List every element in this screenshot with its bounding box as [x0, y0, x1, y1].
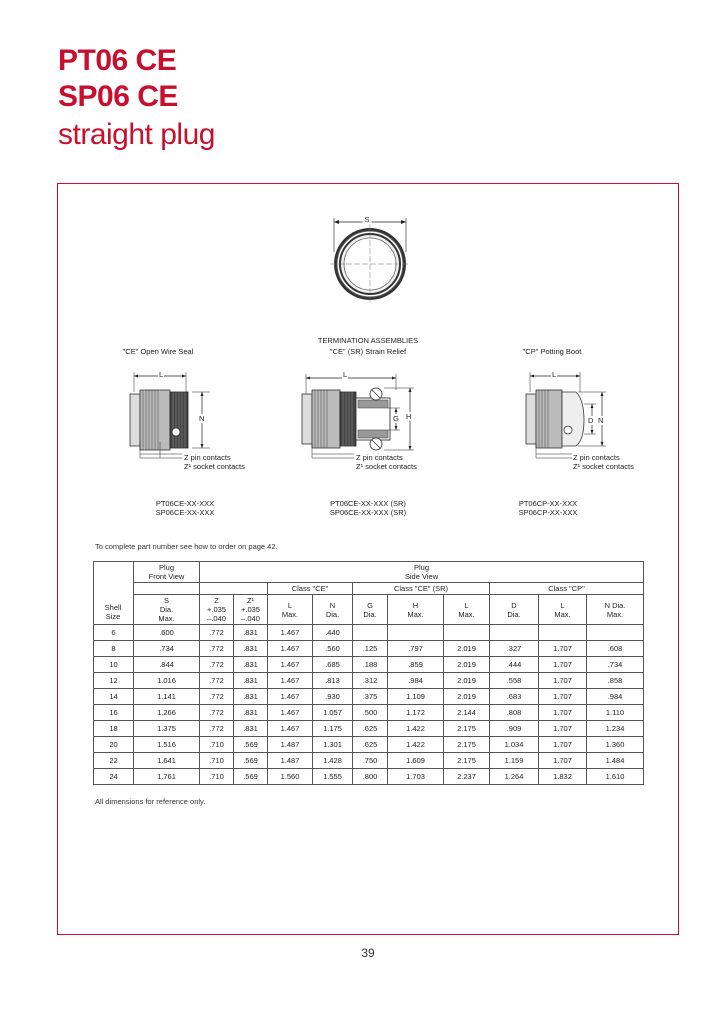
- table-cell: 1.467: [268, 705, 313, 721]
- table-cell: 1.555: [313, 769, 353, 785]
- col-header-z: Z +.035 –.040: [200, 595, 234, 625]
- table-cell: .800: [353, 769, 388, 785]
- table-cell: .984: [388, 673, 444, 689]
- table-cell: 1.707: [539, 641, 587, 657]
- table-cell: .710: [200, 769, 234, 785]
- cp-z-socket: Z¹ socket contacts: [573, 462, 634, 471]
- ce-dim-n: N: [199, 414, 205, 423]
- col-header-sr-h: H Max.: [388, 595, 444, 625]
- cp-potting-boot-drawing: [516, 370, 616, 460]
- table-row: [94, 689, 644, 705]
- col-header-ce-n: N Dia.: [313, 595, 353, 625]
- table-cell: 1.707: [539, 753, 587, 769]
- table-cell: .560: [313, 641, 353, 657]
- table-cell: .608: [587, 641, 644, 657]
- ce-part-number-1: PT06CE-XX-XXX: [155, 499, 215, 508]
- table-cell: 1.641: [134, 753, 200, 769]
- table-cell: 1.360: [587, 737, 644, 753]
- table-cell: 1.159: [490, 753, 539, 769]
- shell-size-cell: 14: [94, 689, 134, 705]
- table-cell: [444, 625, 490, 641]
- ce-sr-strain-relief-drawing: [292, 370, 422, 460]
- table-cell: .772: [200, 721, 234, 737]
- table-cell: 1.266: [134, 705, 200, 721]
- table-cell: 1.110: [587, 705, 644, 721]
- table-cell: .808: [490, 705, 539, 721]
- table-cell: 1.484: [587, 753, 644, 769]
- col-header-cp-n: N Dia. Max.: [587, 595, 644, 625]
- shell-size-cell: 24: [94, 769, 134, 785]
- table-cell: .734: [587, 657, 644, 673]
- table-cell: 1.175: [313, 721, 353, 737]
- shell-size-cell: 18: [94, 721, 134, 737]
- col-header-sr-g: G Dia.: [353, 595, 388, 625]
- table-cell: 2.237: [444, 769, 490, 785]
- table-cell: 1.707: [539, 673, 587, 689]
- table-cell: .831: [234, 689, 268, 705]
- table-row: [94, 657, 644, 673]
- sr-dim-h: H: [406, 412, 412, 421]
- table-cell: 1.141: [134, 689, 200, 705]
- col-header-z1: Z¹ +.035 –.040: [234, 595, 268, 625]
- table-cell: .772: [200, 673, 234, 689]
- col-header-ce-l: L Max.: [268, 595, 313, 625]
- table-cell: .734: [134, 641, 200, 657]
- table-cell: 1.428: [313, 753, 353, 769]
- plug-front-view-header: Plug Front View: [134, 562, 200, 583]
- table-cell: .772: [200, 657, 234, 673]
- table-cell: 2.175: [444, 753, 490, 769]
- table-cell: 1.375: [134, 721, 200, 737]
- table-row: [94, 753, 644, 769]
- table-cell: 2.175: [444, 737, 490, 753]
- cp-part-number-2: SP06CP-XX-XXX: [518, 508, 578, 517]
- ce-title: "CE" Open Wire Seal: [122, 347, 194, 356]
- table-cell: .831: [234, 625, 268, 641]
- table-cell: 1.467: [268, 673, 313, 689]
- title-straight-plug: straight plug: [58, 118, 215, 151]
- table-cell: 1.761: [134, 769, 200, 785]
- sr-dim-g: G: [393, 414, 399, 423]
- table-cell: 1.707: [539, 689, 587, 705]
- table-cell: .569: [234, 737, 268, 753]
- shell-size-cell: 8: [94, 641, 134, 657]
- table-cell: .831: [234, 705, 268, 721]
- termination-title: TERMINATION ASSEMBLIES: [317, 336, 419, 345]
- table-cell: .772: [200, 641, 234, 657]
- table-cell: 2.019: [444, 641, 490, 657]
- table-cell: 1.610: [587, 769, 644, 785]
- table-row: [94, 737, 644, 753]
- table-cell: 1.707: [539, 737, 587, 753]
- order-note: To complete part number see how to order on page 42.: [95, 542, 278, 551]
- table-row: [94, 721, 644, 737]
- front-view-spacer: [134, 583, 200, 595]
- table-cell: 1.264: [490, 769, 539, 785]
- dimensions-table: [93, 561, 644, 785]
- table-cell: .859: [388, 657, 444, 673]
- table-cell: .569: [234, 753, 268, 769]
- table-cell: [490, 625, 539, 641]
- table-cell: 2.019: [444, 689, 490, 705]
- ce-z-pin: Z pin contacts: [184, 453, 231, 462]
- table-cell: .558: [490, 673, 539, 689]
- table-cell: 1.301: [313, 737, 353, 753]
- table-cell: 1.467: [268, 689, 313, 705]
- table-cell: [353, 625, 388, 641]
- table-cell: 1.707: [539, 657, 587, 673]
- shell-size-cell: 20: [94, 737, 134, 753]
- table-cell: .710: [200, 753, 234, 769]
- table-cell: .625: [353, 721, 388, 737]
- table-cell: 1.487: [268, 737, 313, 753]
- table-row: [94, 625, 644, 641]
- table-cell: .831: [234, 721, 268, 737]
- table-cell: .909: [490, 721, 539, 737]
- cp-title: "CP" Potting Boot: [522, 347, 582, 356]
- table-cell: .125: [353, 641, 388, 657]
- plug-side-view-header: Plug Side View: [200, 562, 644, 583]
- footnote: All dimensions for reference only.: [95, 797, 206, 806]
- table-cell: 1.487: [268, 753, 313, 769]
- table-cell: [539, 625, 587, 641]
- table-cell: 1.034: [490, 737, 539, 753]
- table-cell: 2.019: [444, 673, 490, 689]
- table-cell: 1.707: [539, 721, 587, 737]
- table-cell: .750: [353, 753, 388, 769]
- table-cell: .831: [234, 673, 268, 689]
- table-cell: 1.516: [134, 737, 200, 753]
- table-cell: .710: [200, 737, 234, 753]
- table-cell: .772: [200, 705, 234, 721]
- table-cell: 1.703: [388, 769, 444, 785]
- table-row: [94, 641, 644, 657]
- table-cell: 1.422: [388, 721, 444, 737]
- table-cell: .831: [234, 641, 268, 657]
- table-cell: 1.016: [134, 673, 200, 689]
- cp-part-number-1: PT06CP-XX-XXX: [518, 499, 578, 508]
- table-cell: 1.422: [388, 737, 444, 753]
- sr-z-pin: Z pin contacts: [356, 453, 403, 462]
- cp-z-pin: Z pin contacts: [573, 453, 620, 462]
- cp-dim-d: D: [588, 416, 594, 425]
- table-cell: 1.172: [388, 705, 444, 721]
- table-cell: 2.019: [444, 657, 490, 673]
- table-cell: .444: [490, 657, 539, 673]
- table-cell: 1.109: [388, 689, 444, 705]
- page-number: 39: [361, 946, 375, 960]
- table-cell: .600: [134, 625, 200, 641]
- ce-part-number-2: SP06CE-XX-XXX: [155, 508, 215, 517]
- table-cell: 1.467: [268, 657, 313, 673]
- table-cell: .984: [587, 689, 644, 705]
- front-view-s-label: S: [364, 215, 370, 224]
- table-cell: 1.467: [268, 721, 313, 737]
- shell-size-cell: 10: [94, 657, 134, 673]
- shell-size-header: Shell Size: [104, 603, 122, 621]
- sr-part-number-2: SP06CE-XX-XXX (SR): [329, 508, 407, 517]
- table-cell: .327: [490, 641, 539, 657]
- col-header-s: S Dia. Max.: [134, 595, 200, 625]
- cp-dim-l: L: [552, 370, 557, 379]
- shell-size-cell: 12: [94, 673, 134, 689]
- class-cp-header: Class "CP": [490, 583, 644, 595]
- shell-size-cell: 16: [94, 705, 134, 721]
- table-cell: 1.832: [539, 769, 587, 785]
- ce-z-socket: Z¹ socket contacts: [184, 462, 245, 471]
- sr-title: "CE" (SR) Strain Relief: [329, 347, 407, 356]
- table-cell: .772: [200, 689, 234, 705]
- cp-dim-n: N: [598, 416, 604, 425]
- table-cell: .844: [134, 657, 200, 673]
- col-header-cp-l: L Max.: [539, 595, 587, 625]
- table-cell: .685: [313, 657, 353, 673]
- table-cell: 1.057: [313, 705, 353, 721]
- table-cell: [388, 625, 444, 641]
- shell-size-cell: 6: [94, 625, 134, 641]
- table-row: [94, 673, 644, 689]
- class-sr-header: Class "CE" (SR): [353, 583, 490, 595]
- ce-dim-l: L: [159, 370, 164, 379]
- table-cell: .500: [353, 705, 388, 721]
- table-cell: .440: [313, 625, 353, 641]
- table-cell: .797: [388, 641, 444, 657]
- col-header-sr-l: L Max.: [444, 595, 490, 625]
- table-cell: 1.234: [587, 721, 644, 737]
- table-cell: 1.609: [388, 753, 444, 769]
- sr-part-number-1: PT06CE-XX-XXX (SR): [330, 499, 406, 508]
- table-cell: [587, 625, 644, 641]
- table-cell: .312: [353, 673, 388, 689]
- table-row: [94, 769, 644, 785]
- table-cell: .375: [353, 689, 388, 705]
- sr-z-socket: Z¹ socket contacts: [356, 462, 417, 471]
- class-ce-header: Class "CE": [268, 583, 353, 595]
- table-cell: .858: [587, 673, 644, 689]
- table-cell: 1.560: [268, 769, 313, 785]
- front-view-drawing: [320, 212, 420, 302]
- title-pt06ce: PT06 CE: [58, 44, 177, 77]
- table-cell: .569: [234, 769, 268, 785]
- table-cell: .772: [200, 625, 234, 641]
- ce-open-wire-seal-drawing: [120, 370, 220, 460]
- table-cell: .625: [353, 737, 388, 753]
- table-cell: .813: [313, 673, 353, 689]
- table-cell: .831: [234, 657, 268, 673]
- table-cell: .683: [490, 689, 539, 705]
- z-spacer: [200, 583, 268, 595]
- table-cell: 1.467: [268, 641, 313, 657]
- sr-dim-l: L: [343, 370, 348, 379]
- title-sp06ce: SP06 CE: [58, 80, 178, 113]
- table-cell: 2.144: [444, 705, 490, 721]
- table-cell: 1.467: [268, 625, 313, 641]
- table-cell: 2.175: [444, 721, 490, 737]
- table-row: [94, 705, 644, 721]
- shell-size-cell: 22: [94, 753, 134, 769]
- table-cell: .188: [353, 657, 388, 673]
- table-cell: .930: [313, 689, 353, 705]
- table-cell: 1.707: [539, 705, 587, 721]
- col-header-cp-d: D Dia.: [490, 595, 539, 625]
